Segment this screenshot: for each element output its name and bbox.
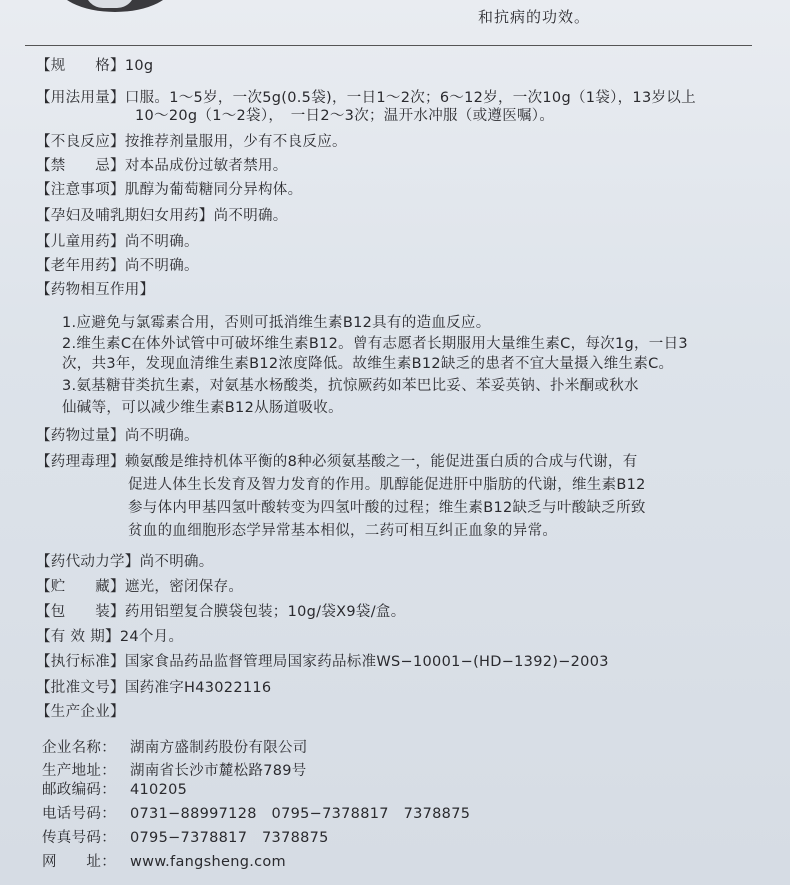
validity-label: 【有 效 期】 [36,629,120,645]
interaction-item-1: 1.应避免与氯霉素合用，否则可抵消维生素B12具有的造血反应。 [62,315,491,331]
pharmacology-label: 【药理毒理】 [36,454,125,470]
pregnancy-value: 尚不明确。 [213,208,288,224]
dosage-label: 【用法用量】 [36,90,125,106]
company-address-label: 生产地址： [42,763,116,779]
company-web-row [42,852,286,872]
approval-row [36,678,271,698]
interaction-heading [36,280,154,300]
caution-label: 【注意事项】 [36,182,125,198]
contra-row [36,156,288,176]
company-name-label: 企业名称： [42,740,116,756]
company-phone-value: 0731−88997128 0795−7378817 7378875 [130,806,471,822]
adverse-label: 【不良反应】 [36,134,125,150]
company-web-value: www.fangsheng.com [130,854,286,870]
pharmacology-row [36,452,638,472]
children-row [36,232,199,252]
divider-line [25,45,752,46]
manufacturer-label: 【生产企业】 [36,704,125,720]
pharmacokinetics-label: 【药代动力学】 [36,554,140,570]
pharmacokinetics-value: 尚不明确。 [139,554,214,570]
approval-label: 【批准文号】 [36,680,125,696]
children-value: 尚不明确。 [124,234,199,250]
company-zip-value: 410205 [130,782,188,798]
pharmacology-line-1: 赖氨酸是维持机体平衡的8种必须氨基酸之一，能促进蛋白质的合成与代谢，有 [124,454,638,470]
package-row [36,602,406,622]
dosage-line-2: 10～20g（1～2袋）， 一日2～3次；温开水冲服（或遵医嘱）。 [135,108,555,124]
spec-value: 10g [124,58,154,74]
storage-label: 【贮 藏】 [36,579,125,595]
company-name-value: 湖南方盛制药股份有限公司 [130,740,308,756]
overdose-value: 尚不明确。 [124,428,199,444]
company-web-label: 网 址： [42,854,116,870]
pregnancy-row [36,206,288,226]
adverse-row [36,132,347,152]
storage-value: 遮光，密闭保存。 [124,579,244,595]
spec-row [36,56,153,76]
validity-value: 24个月。 [119,629,184,645]
pharmacology-line-4: 贫血的血细胞形态学异常基本相似，二药可相互纠正血象的异常。 [128,523,558,539]
manufacturer-heading [36,702,125,722]
spec-label: 【规 格】 [36,58,125,74]
caution-value: 肌醇为葡萄糖同分异构体。 [124,182,303,198]
contra-label: 【禁 忌】 [36,158,125,174]
pharmacology-line-2: 促进人体生长发育及智力发育的作用。肌醇能促进肝中脂肪的代谢，维生素B12 [128,477,646,493]
company-phone-label: 电话号码： [42,806,116,822]
overdose-label: 【药物过量】 [36,428,125,444]
interaction-label: 【药物相互作用】 [36,282,155,298]
adverse-value: 按推荐剂量服用，少有不良反应。 [124,134,347,150]
company-fax-row [42,828,329,848]
standard-value: 国家食品药品监督管理局国家药品标准WS−10001−(HD−1392)−2003 [124,654,609,670]
company-phone-row [42,804,470,824]
company-address-row [42,761,307,781]
interaction-item-2-line-2: 次，共3年，发现血清维生素B12浓度降低。故维生素B12缺乏的患者不宜大量摄入维生素C。 [62,356,674,372]
children-label: 【儿童用药】 [36,234,125,250]
package-value: 药用铝塑复合膜袋包装；10g/袋X9袋/盒。 [124,604,406,620]
validity-row [36,627,183,647]
pharmacology-line-3: 参与体内甲基四氢叶酸转变为四氢叶酸的过程；维生素B12缺乏与叶酸缺乏所致 [128,500,646,516]
elderly-label: 【老年用药】 [36,258,125,274]
efficacy-text-tail: 和抗病的功效。 [478,8,591,26]
company-zip-label: 邮政编码： [42,782,116,798]
company-address-value: 湖南省长沙市麓松路789号 [130,763,307,779]
interaction-item-3-line-2: 仙碱等，可以减少维生素B12从肠道吸收。 [62,400,343,416]
dosage-row [36,88,696,108]
dosage-line-1: 口服。1～5岁，一次5g(0.5袋)，一日1～2次；6～12岁，一次10g（1袋），13岁以上 [124,90,696,106]
overdose-row [36,426,199,446]
company-fax-value: 0795−7378817 7378875 [130,830,329,846]
contra-value: 对本品成份过敏者禁用。 [124,158,288,174]
storage-row [36,577,243,597]
company-zip-row [42,780,187,800]
standard-row [36,652,609,672]
caution-row [36,180,302,200]
interaction-item-3-line-1: 3.氨基糖苷类抗生素，对氨基水杨酸类，抗惊厥药如苯巴比妥、苯妥英钠、扑米酮或秋水 [62,378,639,394]
elderly-value: 尚不明确。 [124,258,199,274]
pharmacokinetics-row [36,552,214,572]
pregnancy-label: 【孕妇及哺乳期妇女用药】 [36,208,214,224]
approval-value: 国药准字H43022116 [124,680,272,696]
company-name-row [42,738,308,758]
package-label: 【包 装】 [36,604,125,620]
standard-label: 【执行标准】 [36,654,125,670]
interaction-item-2-line-1: 2.维生素C在体外试管中可破坏维生素B12。曾有志愿者长期服用大量维生素C，每次1g，一日3 [62,336,688,352]
company-fax-label: 传真号码： [42,830,116,846]
elderly-row [36,256,199,276]
